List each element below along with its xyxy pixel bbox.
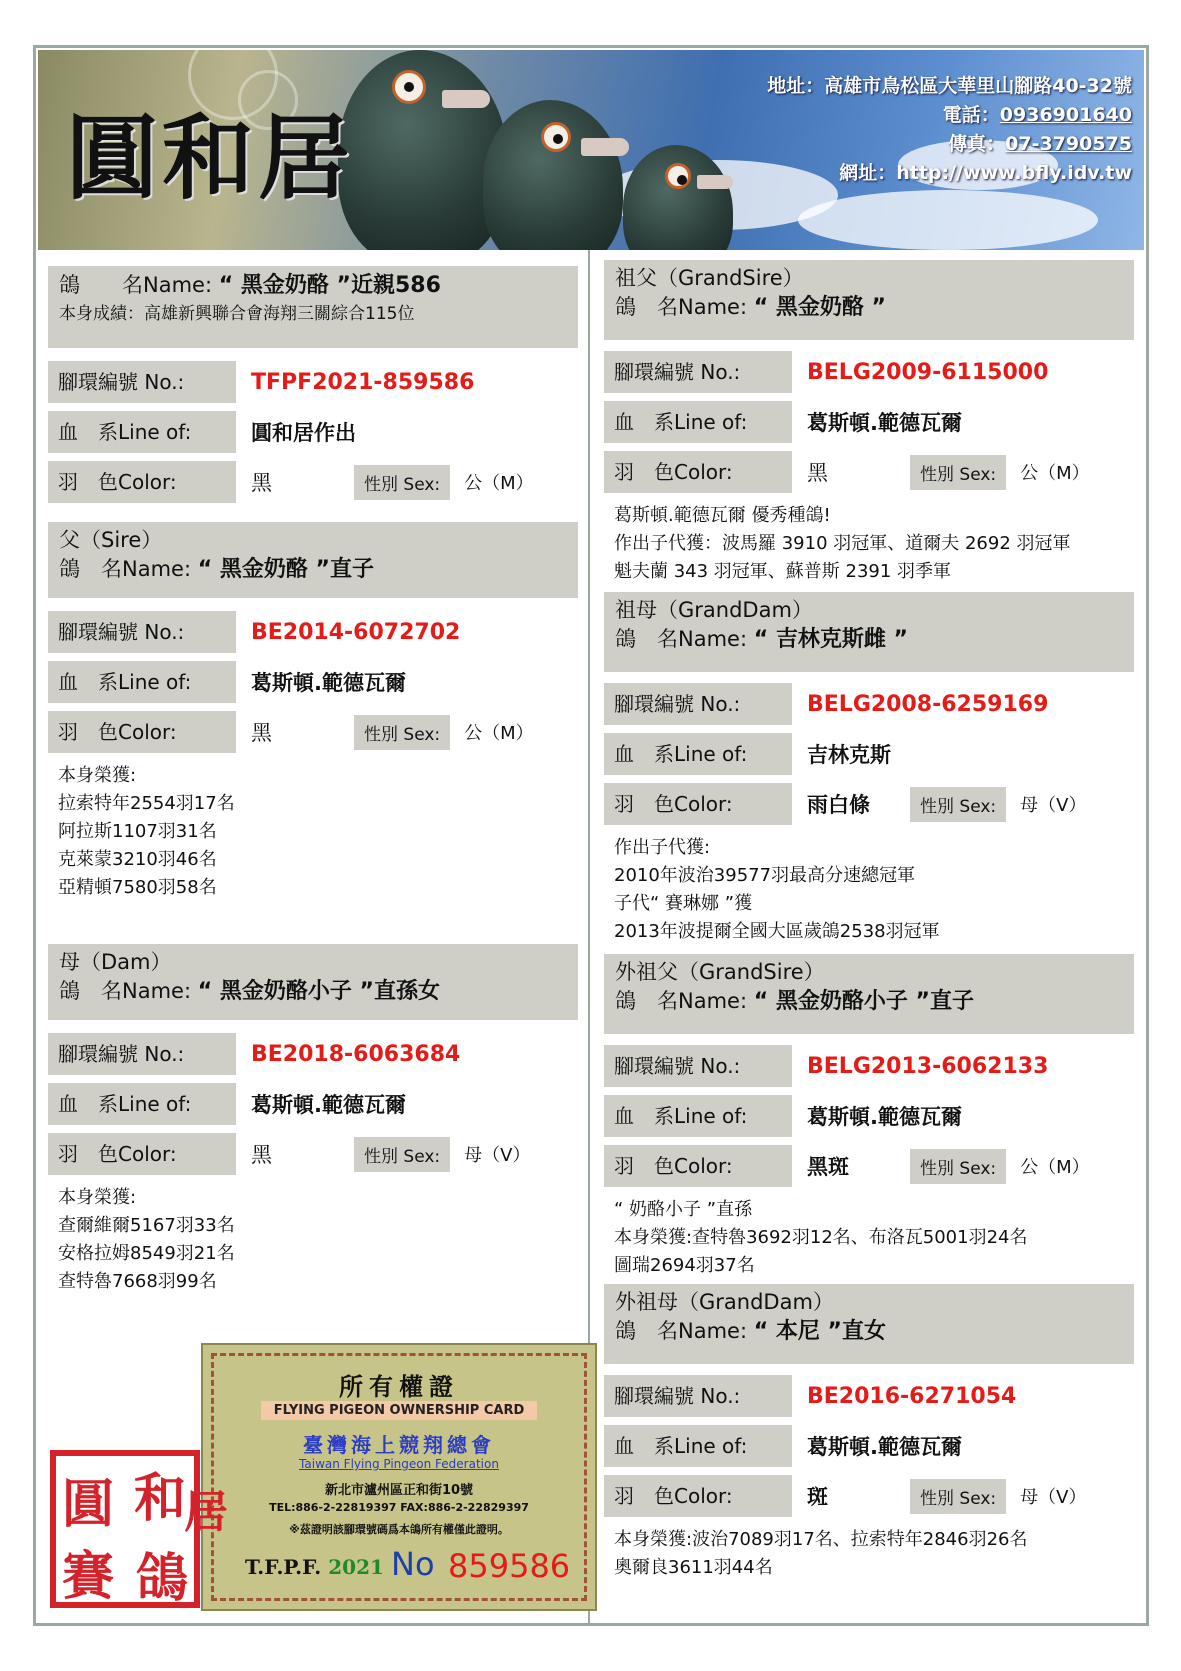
maternal-grandsire-name: “ 黑金奶酪小子 ”直子 xyxy=(753,989,974,1014)
dam-color-row xyxy=(48,1132,578,1176)
note-line: 本身榮獲:波治7089羽17名、拉索特年2846羽26名 xyxy=(614,1529,1028,1550)
sex-label: 性別 Sex: xyxy=(354,465,450,500)
card-note: ※茲證明該腳環號碼爲本鴿所有權僅此證明。 xyxy=(289,1523,509,1536)
note-line: 阿拉斯1107羽31名 xyxy=(58,821,217,842)
line-label: 血 系Line of: xyxy=(48,411,236,453)
pigeon-eye xyxy=(665,163,691,189)
dam-name: “ 黑金奶酪小子 ”直孫女 xyxy=(197,979,440,1004)
note-line: 魁夫蘭 343 羽冠軍、蘇普斯 2391 羽季軍 xyxy=(614,561,952,582)
note-line: 葛斯頓.範德瓦爾 優秀種鴿! xyxy=(614,505,831,526)
maternal-grandsire-section xyxy=(604,954,1134,1280)
line-label: 血 系Line of: xyxy=(604,733,792,775)
phone-label: 電話： xyxy=(942,104,1000,126)
granddam-line-row xyxy=(604,732,1134,776)
maternal-granddam-sex-value: 母（V） xyxy=(1020,1487,1087,1508)
main-name-row xyxy=(59,270,567,301)
note-line: 奧爾良3611羽44名 xyxy=(614,1557,773,1578)
pigeon-beak xyxy=(697,175,733,189)
pigeon-image xyxy=(338,50,508,250)
note-line: 查爾維爾5167羽33名 xyxy=(58,1215,235,1236)
sire-name: “ 黑金奶酪 ”直子 xyxy=(197,557,374,582)
name-label: 鴿 名Name: xyxy=(615,1319,748,1343)
line-label: 血 系Line of: xyxy=(48,1083,236,1125)
maternal-granddam-notes xyxy=(604,1526,1134,1582)
card-org-english: Taiwan Flying Pingeon Federation xyxy=(299,1457,499,1471)
sire-color-value: 黑 xyxy=(251,721,272,745)
color-label: 羽 色Color: xyxy=(604,783,792,825)
main-line-row xyxy=(48,410,578,454)
note-line: 安格拉姆8549羽21名 xyxy=(58,1243,235,1264)
note-line: 本身榮獲:查特魯3692羽12名、布洛瓦5001羽24名 xyxy=(614,1227,1028,1248)
maternal-grandsire-name-row xyxy=(615,986,1123,1017)
color-label: 羽 色Color: xyxy=(604,1145,792,1187)
maternal-granddam-color-value: 斑 xyxy=(807,1485,828,1509)
dam-header xyxy=(48,944,578,1020)
ring-label: 腳環編號 No.: xyxy=(48,1033,236,1075)
granddam-section xyxy=(604,592,1134,946)
red-seal-stamp xyxy=(50,1450,228,1609)
color-label: 羽 色Color: xyxy=(48,1133,236,1175)
phone-link[interactable]: 0936901640 xyxy=(999,104,1132,126)
grandsire-title: 祖父（GrandSire） xyxy=(615,266,804,290)
note-line: 本身榮獲: xyxy=(58,1187,137,1208)
grandsire-sex-value: 公（M） xyxy=(1020,463,1090,484)
card-year: 2021 xyxy=(328,1555,384,1579)
main-color-row xyxy=(48,460,578,504)
sire-line-row xyxy=(48,660,578,704)
dam-section xyxy=(48,944,578,1296)
grandsire-line-row xyxy=(604,400,1134,444)
grandsire-section xyxy=(604,260,1134,586)
sire-name-row xyxy=(59,554,567,585)
sex-label: 性別 Sex: xyxy=(910,455,1006,490)
fax-label: 傳真： xyxy=(948,133,1006,155)
phone-line xyxy=(767,101,1132,130)
card-title: 所有權證 xyxy=(339,1373,459,1401)
granddam-color-row xyxy=(604,782,1134,826)
line-label: 血 系Line of: xyxy=(604,1095,792,1137)
seal-char: 居 xyxy=(184,1487,228,1538)
card-tel-fax: TEL:886-2-22819397 FAX:886-2-22829397 xyxy=(269,1501,529,1514)
main-pigeon-header xyxy=(48,266,578,348)
maternal-grandsire-ring-row xyxy=(604,1044,1134,1088)
sex-label: 性別 Sex: xyxy=(910,787,1006,822)
ownership-card xyxy=(201,1343,597,1611)
grandsire-notes xyxy=(604,502,1134,586)
sex-label: 性別 Sex: xyxy=(910,1149,1006,1184)
maternal-grandsire-title: 外祖父（GrandSire） xyxy=(615,960,825,984)
granddam-header xyxy=(604,592,1134,672)
granddam-line-value: 吉林克斯 xyxy=(807,743,891,767)
web-line xyxy=(767,159,1132,188)
card-address: 新北市瀘州區正和街10號 xyxy=(324,1483,474,1498)
sire-title: 父（Sire） xyxy=(59,528,163,552)
dam-color-value: 黑 xyxy=(251,1143,272,1167)
pigeon-beak xyxy=(581,138,629,156)
note-line: 2010年波治39577羽最高分速總冠軍 xyxy=(614,865,916,886)
website-link[interactable]: http://www.bfly.idv.tw xyxy=(896,162,1132,184)
ring-label: 腳環編號 No.: xyxy=(604,683,792,725)
note-line: “ 奶酪小子 ”直孫 xyxy=(614,1199,753,1220)
grandsire-color-value: 黑 xyxy=(807,461,828,485)
pigeon-image xyxy=(483,100,623,250)
note-line: 2013年波提爾全國大區歲鴿2538羽冠軍 xyxy=(614,921,940,942)
color-label: 羽 色Color: xyxy=(48,461,236,503)
maternal-grandsire-color-value: 黑斑 xyxy=(807,1155,849,1179)
note-line: 圖瑞2694羽37名 xyxy=(614,1255,755,1276)
dam-line-value: 葛斯頓.範德瓦爾 xyxy=(251,1093,406,1117)
dam-name-row xyxy=(59,976,567,1007)
sire-color-row xyxy=(48,710,578,754)
note-line: 查特魯7668羽99名 xyxy=(58,1271,217,1292)
note-line: 亞精頓7580羽58名 xyxy=(58,877,217,898)
granddam-sex-value: 母（V） xyxy=(1020,795,1087,816)
address-text: 地址：高雄市鳥松區大華里山腳路40-32號 xyxy=(767,75,1132,97)
maternal-grandsire-line-value: 葛斯頓.範德瓦爾 xyxy=(807,1105,962,1129)
main-line-value: 圓和居作出 xyxy=(251,421,356,445)
ring-label: 腳環編號 No.: xyxy=(604,1375,792,1417)
main-ring-number: TFPF2021-859586 xyxy=(251,369,475,395)
dam-title: 母（Dam） xyxy=(59,950,172,974)
grandsire-name: “ 黑金奶酪 ” xyxy=(753,295,886,320)
maternal-grandsire-color-row xyxy=(604,1144,1134,1188)
name-label: 鴿 名Name: xyxy=(59,557,192,581)
maternal-granddam-section xyxy=(604,1284,1134,1582)
dam-notes xyxy=(48,1184,578,1296)
maternal-granddam-line-value: 葛斯頓.範德瓦爾 xyxy=(807,1435,962,1459)
line-label: 血 系Line of: xyxy=(48,661,236,703)
seal-char: 鴿 xyxy=(136,1548,189,1609)
granddam-name-row xyxy=(615,624,1123,655)
card-no-label: No xyxy=(391,1545,435,1583)
note-line: 拉索特年2554羽17名 xyxy=(58,793,235,814)
note-line: 克萊蒙3210羽46名 xyxy=(58,849,217,870)
note-line: 本身榮獲: xyxy=(58,765,137,786)
cloud xyxy=(798,190,1098,250)
web-label: 網址： xyxy=(839,162,897,184)
sire-ring-number: BE2014-6072702 xyxy=(251,619,461,645)
seal-char: 圓 xyxy=(62,1474,115,1535)
main-result: 本身成績：高雄新興聯合會海翔三關綜合115位 xyxy=(59,304,415,324)
sire-section xyxy=(48,522,578,902)
maternal-granddam-header xyxy=(604,1284,1134,1364)
granddam-ring-row xyxy=(604,682,1134,726)
seal-char: 和 xyxy=(134,1468,187,1529)
maternal-granddam-title: 外祖母（GrandDam） xyxy=(615,1290,834,1314)
card-number: 859586 xyxy=(448,1547,571,1585)
name-label: 鴿 名Name: xyxy=(615,295,748,319)
name-label: 鴿 名Name: xyxy=(59,979,192,1003)
sire-ring-row xyxy=(48,610,578,654)
sire-header xyxy=(48,522,578,598)
note-line: 作出子代獲: xyxy=(614,837,711,858)
pigeon-eye xyxy=(392,70,426,104)
fax-line xyxy=(767,130,1132,159)
seal-char: 賽 xyxy=(62,1546,115,1607)
card-org-name: 臺灣海上競翔總會 xyxy=(303,1433,495,1457)
granddam-notes xyxy=(604,834,1134,946)
grandsire-line-value: 葛斯頓.範德瓦爾 xyxy=(807,411,962,435)
pigeon-beak xyxy=(442,90,490,108)
sire-notes xyxy=(48,762,578,902)
maternal-grandsire-header xyxy=(604,954,1134,1034)
contact-info xyxy=(767,72,1132,188)
main-ring-row xyxy=(48,360,578,404)
maternal-grandsire-notes xyxy=(604,1196,1134,1280)
grandsire-color-row xyxy=(604,450,1134,494)
maternal-granddam-color-row xyxy=(604,1474,1134,1518)
granddam-name: “ 吉林克斯雌 ” xyxy=(753,627,908,652)
note-line: 作出子代獲：波馬羅 3910 羽冠軍、道爾夫 2692 羽冠軍 xyxy=(614,533,1071,554)
maternal-grandsire-line-row xyxy=(604,1094,1134,1138)
main-sex-value: 公（M） xyxy=(464,473,534,494)
sex-label: 性別 Sex: xyxy=(354,1137,450,1172)
name-label: 鴿 名Name: xyxy=(59,273,213,297)
line-label: 血 系Line of: xyxy=(604,401,792,443)
color-label: 羽 色Color: xyxy=(48,711,236,753)
maternal-grandsire-ring-number: BELG2013-6062133 xyxy=(807,1053,1049,1079)
fax-link[interactable]: 07-3790575 xyxy=(1005,133,1132,155)
sire-sex-value: 公（M） xyxy=(464,723,534,744)
ring-label: 腳環編號 No.: xyxy=(604,351,792,393)
header-banner xyxy=(38,50,1144,250)
card-prefix-year xyxy=(245,1555,384,1579)
card-subtitle: FLYING PIGEON OWNERSHIP CARD xyxy=(261,1401,537,1420)
main-color-value: 黑 xyxy=(251,471,272,495)
dam-sex-value: 母（V） xyxy=(464,1145,531,1166)
grandsire-ring-number: BELG2009-6115000 xyxy=(807,359,1049,385)
dam-ring-row xyxy=(48,1032,578,1076)
maternal-grandsire-sex-value: 公（M） xyxy=(1020,1157,1090,1178)
color-label: 羽 色Color: xyxy=(604,1475,792,1517)
maternal-granddam-name: “ 本尼 ”直女 xyxy=(753,1319,886,1344)
grandsire-name-row xyxy=(615,292,1123,323)
dam-ring-number: BE2018-6063684 xyxy=(251,1041,461,1067)
grandsire-header xyxy=(604,260,1134,340)
card-prefix: T.F.P.F. xyxy=(245,1555,322,1579)
ring-label: 腳環編號 No.: xyxy=(48,611,236,653)
sire-line-value: 葛斯頓.範德瓦爾 xyxy=(251,671,406,695)
granddam-ring-number: BELG2008-6259169 xyxy=(807,691,1049,717)
sex-label: 性別 Sex: xyxy=(910,1479,1006,1514)
maternal-granddam-ring-row xyxy=(604,1374,1134,1418)
maternal-granddam-name-row xyxy=(615,1316,1123,1347)
ring-label: 腳環編號 No.: xyxy=(604,1045,792,1087)
ring-label: 腳環編號 No.: xyxy=(48,361,236,403)
maternal-granddam-line-row xyxy=(604,1424,1134,1468)
color-label: 羽 色Color: xyxy=(604,451,792,493)
name-label: 鴿 名Name: xyxy=(615,989,748,1013)
main-pigeon-name: “ 黑金奶酪 ”近親586 xyxy=(218,273,441,298)
granddam-title: 祖母（GrandDam） xyxy=(615,598,813,622)
name-label: 鴿 名Name: xyxy=(615,627,748,651)
sex-label: 性別 Sex: xyxy=(354,715,450,750)
pigeon-eye xyxy=(541,122,571,152)
granddam-color-value: 雨白條 xyxy=(807,793,870,817)
brand-logo-text: 圓和居 xyxy=(66,104,355,212)
line-label: 血 系Line of: xyxy=(604,1425,792,1467)
maternal-granddam-ring-number: BE2016-6271054 xyxy=(807,1383,1017,1409)
dam-line-row xyxy=(48,1082,578,1126)
grandsire-ring-row xyxy=(604,350,1134,394)
note-line: 子代“ 賽琳娜 ”獲 xyxy=(614,893,753,914)
main-pigeon-section xyxy=(48,266,578,504)
